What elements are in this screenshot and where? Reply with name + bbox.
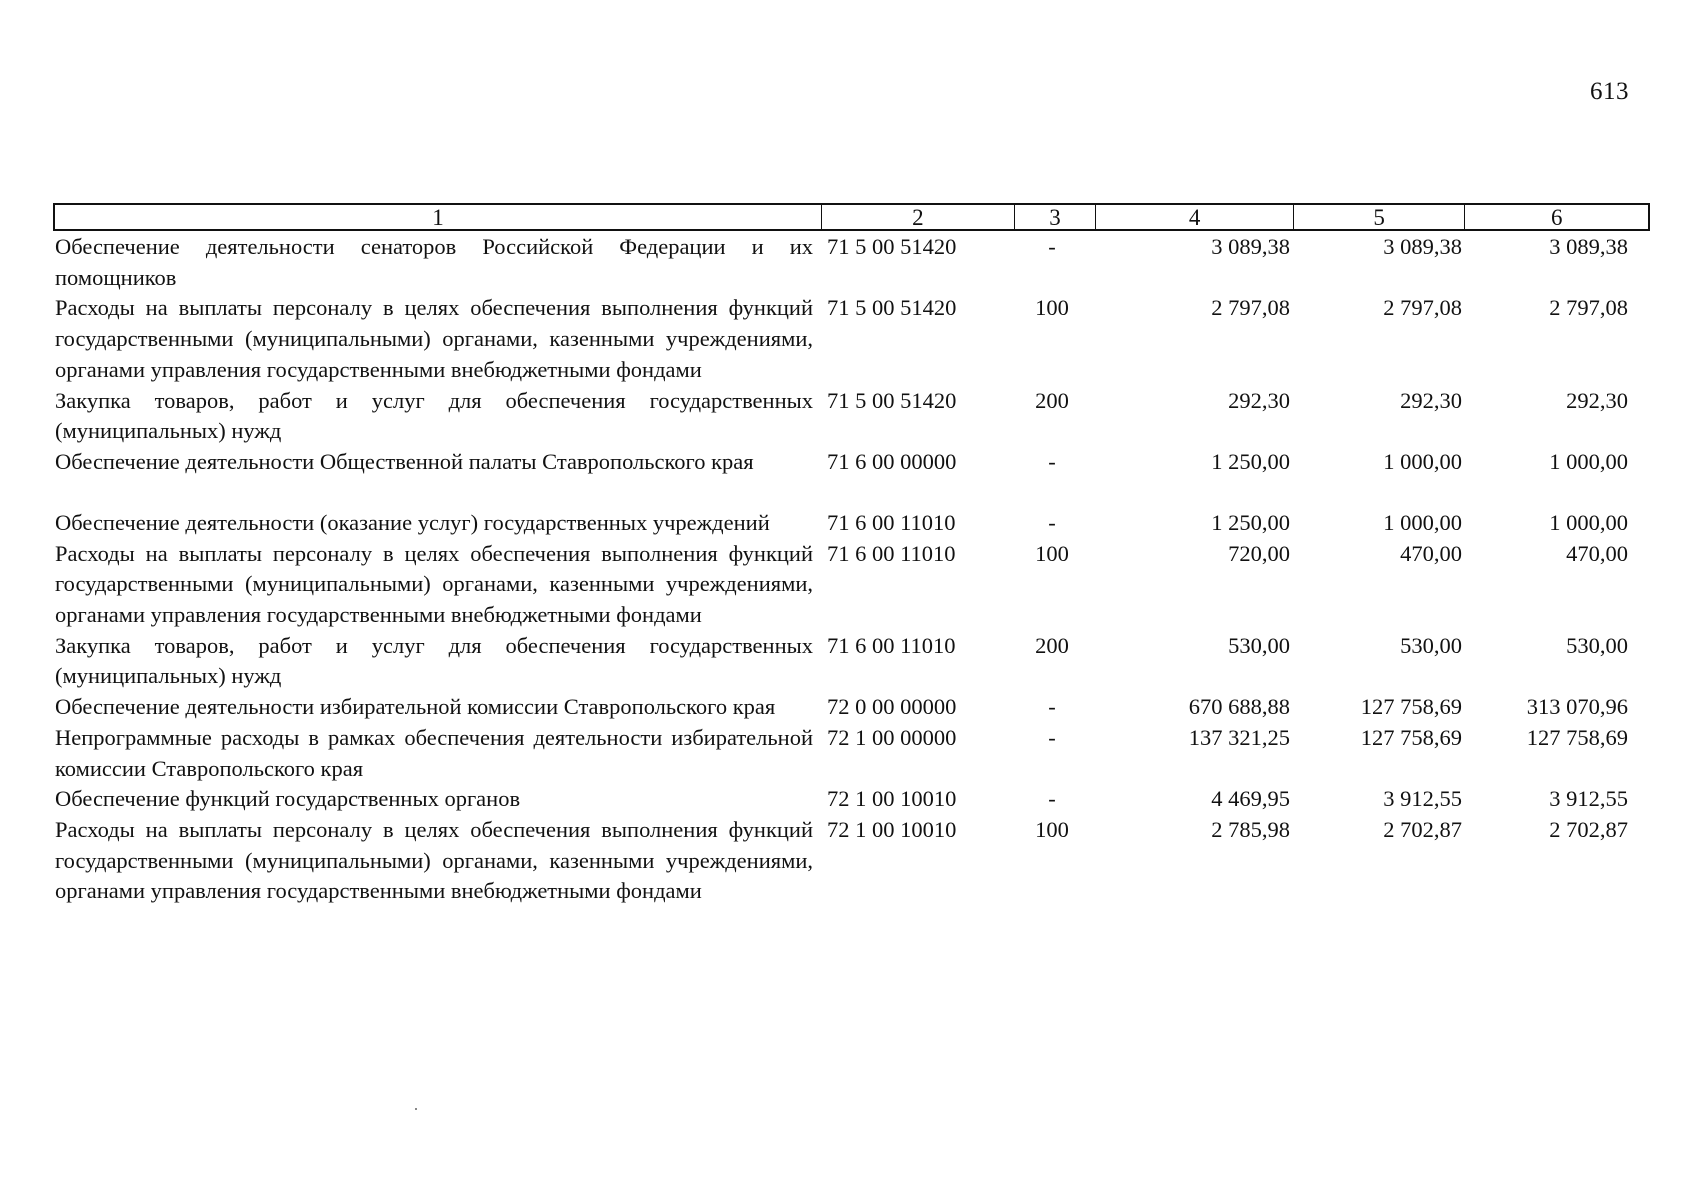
row-value-col-6: 3 912,55 bbox=[1549, 786, 1628, 812]
row-expense-type: - bbox=[1048, 234, 1056, 259]
row-expense-type: 100 bbox=[1035, 816, 1069, 842]
table-row bbox=[53, 539, 1650, 631]
row-code: 71 6 00 11010 bbox=[827, 632, 956, 658]
row-description: Обеспечение функций государственных органов bbox=[55, 786, 521, 812]
table-row bbox=[53, 232, 1650, 293]
row-value-col-5: 1 000,00 bbox=[1383, 509, 1462, 535]
row-code: 72 1 00 10010 bbox=[827, 786, 957, 812]
row-value-col-5: 3 912,55 bbox=[1383, 786, 1462, 812]
row-value-col-4: 530,00 bbox=[1228, 632, 1290, 658]
row-expense-type: 100 bbox=[1035, 540, 1069, 566]
row-value-col-6: 530,00 bbox=[1566, 632, 1628, 658]
row-value-col-4: 720,00 bbox=[1228, 540, 1290, 566]
row-value-col-6: 1 000,00 bbox=[1549, 448, 1628, 474]
row-value-col-4: 1 250,00 bbox=[1211, 448, 1290, 474]
row-code: 71 5 00 51420 bbox=[827, 295, 957, 321]
row-value-col-5: 530,00 bbox=[1400, 632, 1462, 658]
row-value-col-5: 1 000,00 bbox=[1383, 448, 1462, 474]
row-value-col-4: 1 250,00 bbox=[1211, 509, 1290, 535]
header-col-5: 5 bbox=[1293, 205, 1465, 229]
table-row bbox=[53, 386, 1650, 447]
header-col-3: 3 bbox=[1014, 205, 1096, 229]
row-value-col-4: 137 321,25 bbox=[1188, 724, 1290, 750]
row-value-col-6: 2 797,08 bbox=[1549, 295, 1628, 321]
table-row bbox=[53, 508, 1650, 539]
table-row bbox=[53, 692, 1650, 723]
table-row bbox=[53, 784, 1650, 815]
row-value-col-6: 3 089,38 bbox=[1549, 234, 1628, 259]
row-code: 72 1 00 00000 bbox=[827, 724, 957, 750]
table-row bbox=[53, 723, 1650, 784]
header-col-4: 4 bbox=[1095, 205, 1293, 229]
row-value-col-5: 2 797,08 bbox=[1383, 295, 1462, 321]
row-value-col-5: 292,30 bbox=[1400, 387, 1462, 413]
row-description: Обеспечение деятельности (оказание услуг) государственных учреждений bbox=[55, 509, 770, 535]
table-header bbox=[53, 203, 1650, 231]
row-code: 71 5 00 51420 bbox=[827, 387, 957, 413]
row-code: 72 1 00 10010 bbox=[827, 816, 957, 842]
scan-speck bbox=[415, 1108, 417, 1110]
row-code: 71 6 00 11010 bbox=[827, 540, 956, 566]
row-description: Обеспечение деятельности Общественной палаты Ставропольского края bbox=[55, 448, 754, 474]
row-code: 71 6 00 00000 bbox=[827, 448, 957, 474]
row-description: Расходы на выплаты персоналу в целях обеспечения выполнения функций государственными (муниципальными) органами, казенными учреждениями, органами управления государственными внебюджетными фондами bbox=[55, 540, 813, 628]
row-expense-type: - bbox=[1048, 724, 1056, 750]
table-body bbox=[53, 232, 1650, 907]
header-col-2: 2 bbox=[821, 205, 1014, 229]
header-col-6: 6 bbox=[1464, 205, 1648, 229]
row-value-col-6: 127 758,69 bbox=[1526, 724, 1628, 750]
row-value-col-6: 313 070,96 bbox=[1526, 694, 1628, 720]
row-value-col-6: 1 000,00 bbox=[1549, 509, 1628, 535]
row-expense-type: - bbox=[1048, 509, 1056, 535]
table-row bbox=[53, 631, 1650, 692]
row-value-col-5: 3 089,38 bbox=[1383, 234, 1462, 259]
row-value-col-6: 292,30 bbox=[1566, 387, 1628, 413]
budget-table bbox=[53, 203, 1650, 907]
header-col-1: 1 bbox=[432, 205, 444, 230]
row-code: 71 6 00 11010 bbox=[827, 509, 956, 535]
table-row bbox=[53, 447, 1650, 508]
row-description: Обеспечение деятельности сенаторов Российской Федерации и их помощников bbox=[55, 234, 813, 290]
table-row bbox=[53, 293, 1650, 385]
row-value-col-4: 670 688,88 bbox=[1188, 694, 1290, 720]
row-value-col-5: 127 758,69 bbox=[1360, 694, 1462, 720]
row-value-col-4: 4 469,95 bbox=[1211, 786, 1290, 812]
row-description: Расходы на выплаты персоналу в целях обеспечения выполнения функций государственными (муниципальными) органами, казенными учреждениями, органами управления государственными внебюджетными фондами bbox=[55, 816, 813, 904]
row-description: Закупка товаров, работ и услуг для обеспечения государственных (муниципальных) нужд bbox=[55, 387, 813, 444]
row-value-col-5: 2 702,87 bbox=[1383, 816, 1462, 842]
row-expense-type: 200 bbox=[1035, 387, 1069, 413]
row-value-col-4: 292,30 bbox=[1228, 387, 1290, 413]
row-code: 72 0 00 00000 bbox=[827, 694, 957, 720]
row-expense-type: - bbox=[1048, 786, 1056, 812]
row-expense-type: 100 bbox=[1035, 295, 1069, 321]
row-value-col-6: 470,00 bbox=[1566, 540, 1628, 566]
row-code: 71 5 00 51420 bbox=[827, 234, 957, 259]
table-row bbox=[53, 815, 1650, 907]
row-description: Непрограммные расходы в рамках обеспечения деятельности избирательной комиссии Ставропольского края bbox=[55, 724, 813, 781]
row-value-col-6: 2 702,87 bbox=[1549, 816, 1628, 842]
row-value-col-4: 3 089,38 bbox=[1211, 234, 1290, 259]
row-description: Расходы на выплаты персоналу в целях обеспечения выполнения функций государственными (муниципальными) органами, казенными учреждениями, органами управления государственными внебюджетными фондами bbox=[55, 295, 813, 382]
row-expense-type: - bbox=[1048, 448, 1056, 474]
row-expense-type: 200 bbox=[1035, 632, 1069, 658]
row-value-col-5: 127 758,69 bbox=[1360, 724, 1462, 750]
row-value-col-5: 470,00 bbox=[1400, 540, 1462, 566]
row-description: Закупка товаров, работ и услуг для обеспечения государственных (муниципальных) нужд bbox=[55, 632, 813, 689]
row-description: Обеспечение деятельности избирательной комиссии Ставропольского края bbox=[55, 694, 776, 720]
row-value-col-4: 2 797,08 bbox=[1211, 295, 1290, 321]
row-expense-type: - bbox=[1048, 694, 1056, 720]
page-number: 613 bbox=[1590, 78, 1629, 105]
row-value-col-4: 2 785,98 bbox=[1211, 816, 1290, 842]
